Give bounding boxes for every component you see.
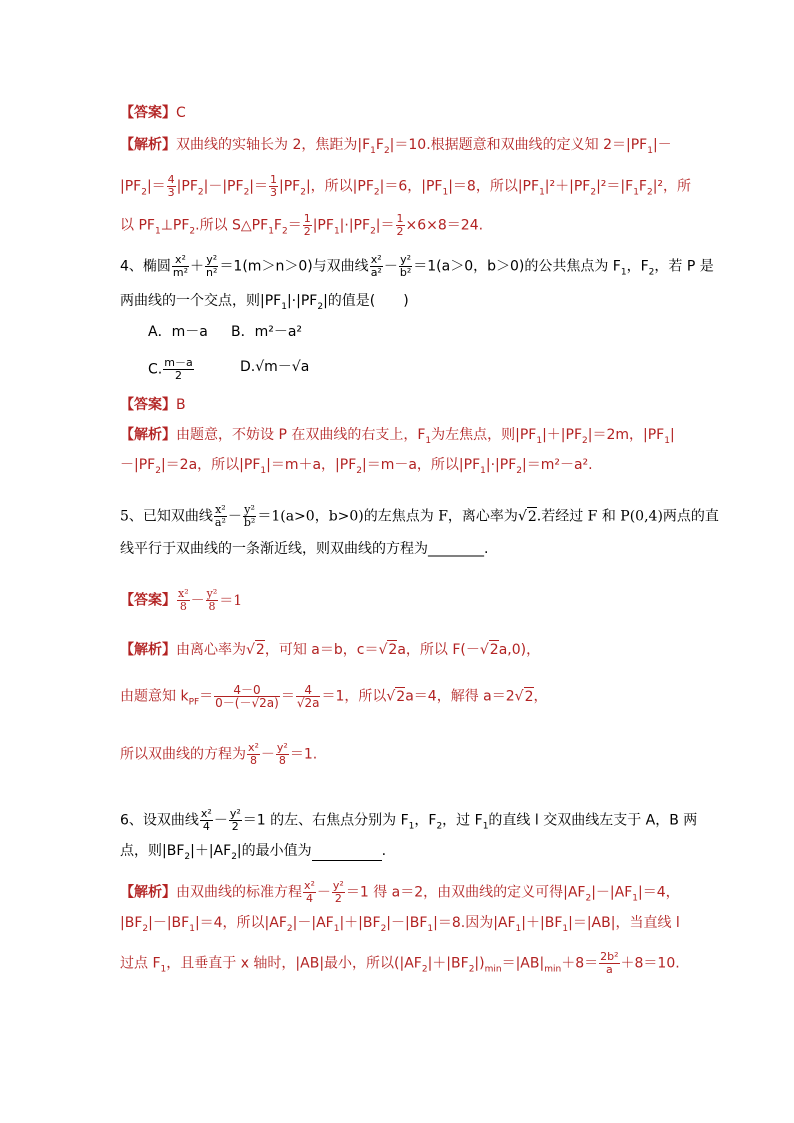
option-d[interactable]: D.√m－√a [240,359,310,375]
fraction-1-2: $\frac{1}{2}$ [396,212,404,238]
option-b[interactable]: B．m²－a² [231,324,303,340]
explanation-3-line-3: 所以双曲线的方程为 $\frac{\text{x²}}{8}$ － $\frac{\text{y²}}{8}$ ＝1. [120,741,318,767]
answer-value: C [176,105,186,121]
question-6-line-2: 点，则$|BF_2|+|AF_2|$的最小值为 . [120,843,387,862]
explanation-4-line-1: 【解析】由双曲线的标准方程 $\frac{\text{x²}}{4}$ － $\frac{\text{y²}}{2}$ ＝1 得 a＝2，由双曲线的定义可得$|AF_2|-|AF_1|=4$， [120,879,680,905]
question-5-line-1: 5、已知双曲线 $\frac{\text{x²}}{\text{a²}}$ － $\frac{\text{y²}}{\text{b²}}$ ＝1(a>0，b>0)的左焦点为 F，离心率为√2.若经过 F 和 P(0,4)两点的直 [120,503,719,529]
answer-2: 【答案】B [120,397,186,413]
answer-3: 【答案】 $\frac{\text{x²}}{8}$ － $\frac{\text{y²}}{8}$ ＝1 [120,587,243,613]
explanation-1-line-3: 以 $PF_1\perp PF_2$.所以 $S\triangle PF_1F_2=$ $\frac{1}{2}$ $|PF_1|\cdot|PF_2|=$ $\frac{1}{2}$ ×6×8＝24. [120,212,484,238]
explanation-1-line-1: 【解析】双曲线的实轴长为 2，焦距为$|F_1F_2|=10$.根据题意和双曲线的定义知 $2=|PF_1|-$ [120,137,672,156]
question-4-line-1: 4、椭圆 $\frac{\text{x²}}{\text{m²}}$ ＋ $\frac{\text{y²}}{\text{n²}}$ ＝1(m＞n＞0)与双曲线 $\frac{\text{x²}}{\text{a²}}$ － $\frac{\text{y²}}{\text{b²}}$ ＝1(a＞0，b＞0)的公共焦点为 $F_1$，$F_2$，若 P 是 [120,253,714,279]
fraction-4-3: $\frac{4}{3}$ [167,173,175,199]
explanation-3-line-2: 由题意知 $k_{PF}=$ $\frac{4-0}{0-(-√2a)}$ ＝ $\frac{4}{√2a}$ ＝1，所以√2a＝4，解得 a＝2√2， [120,683,548,710]
question-4-line-2: 两曲线的一个交点，则$|PF_1|\cdot|PF_2|$的值是( ) [120,293,409,312]
option-c[interactable]: C. $\frac{m-a}{2}$ [148,356,193,382]
fraction-x2-m2: $\frac{\text{x²}}{\text{m²}}$ [172,253,189,279]
question-5-line-2: 线平行于双曲线的一条渐近线，则双曲线的方程为________. [120,541,489,557]
explanation-2-line-1: 【解析】由题意，不妨设 P 在双曲线的右支上，$F_1$为左焦点，则$|PF_1|+|PF_2|=2m$，$|PF_1|$ [120,427,675,446]
fraction-1-2: $\frac{1}{2}$ [303,212,311,238]
fraction-1-3: $\frac{1}{3}$ [270,173,278,199]
answer-1 [120,104,186,122]
answer-label: 【答案】 [120,105,176,121]
answer-blank[interactable] [312,842,382,861]
explanation-4-line-3: 过点 $F_1$，且垂直于 x 轴时，|AB|最小，所以$(|AF_2|+|BF_2|)_{min}=|AB|_{min}+8=$ $\frac{\text{2b²}}{a}$ ＋8＝10. [120,950,680,976]
explanation-1-line-2: $|PF_2|=$ $\frac{4}{3}$ $|PF_2|-|PF_2|=$ $\frac{1}{3}$ $|PF_2|$，所以$|PF_2|=6$，$|PF_1|=8$，所以$|PF_1|^2+|PF_2|^2=|F_1F_2|^2$，所 [120,173,692,199]
explanation-3-line-1: 【解析】由离心率为√2，可知 a＝b，c＝√2a，所以 F(－√2a,0)， [120,642,541,658]
explanation-4-line-2: $|BF_2|-|BF_1|=4$，所以$|AF_2|-|AF_1|+|BF_2|-|BF_1|=8$.因为$|AF_1|+|BF_1|=|AB|$，当直线 l [120,915,680,934]
fraction-y2-n2: $\frac{\text{y²}}{\text{n²}}$ [206,253,218,279]
fraction-y2-b2: $\frac{\text{y²}}{\text{b²}}$ [399,253,412,279]
explanation-2-line-2: $-|PF_2|=2a$，所以$|PF_1|=m+a$，$|PF_2|=m-a$，所以$|PF_1|\cdot|PF_2|=m^2-a^2$. [120,457,593,476]
option-a[interactable]: A．m－a [148,324,208,340]
fraction-x2-a2: $\frac{\text{x²}}{\text{a²}}$ [370,253,382,279]
explanation-label: 【解析】 [120,137,176,153]
question-6-line-1: 6、设双曲线 $\frac{\text{x²}}{4}$ － $\frac{\text{y²}}{2}$ ＝1 的左、右焦点分别为 $F_1$，$F_2$，过 $F_1$的直线 l 交双曲线左支于 A，B 两 [120,807,698,833]
